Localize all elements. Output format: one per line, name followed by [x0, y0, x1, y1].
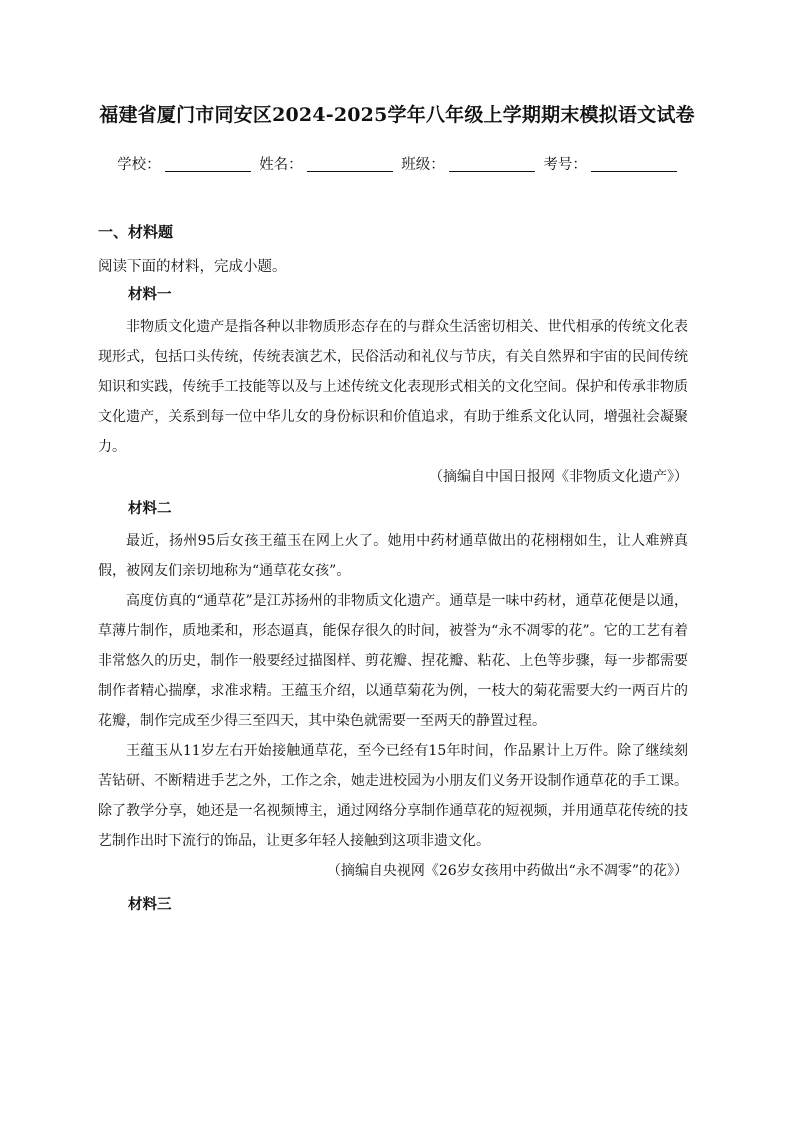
school-field: [117, 153, 251, 174]
exam-no-label: 考号：: [543, 157, 587, 173]
exam-content: [98, 222, 688, 922]
exam-no-blank: [591, 157, 677, 172]
name-blank: [307, 157, 393, 172]
class-field: [401, 153, 535, 174]
material1-label: 材料一: [128, 287, 172, 303]
name-field: [259, 153, 393, 174]
class-blank: [449, 157, 535, 172]
material2-source: （摘编自央视网《26岁女孩用中药做出“永不凋零”的花》）: [326, 863, 688, 879]
material2-label: 材料二: [128, 501, 172, 517]
material3-label: 材料三: [128, 897, 172, 913]
material2-paragraph-1: 最近，扬州95后女孩王蕴玉在网上火了。她用中药材通草做出的花栩栩如生，让人难辨真假，被网友们亲切地称为“通草花女孩”。: [98, 533, 688, 579]
name-label: 姓名：: [259, 157, 303, 173]
section-heading: 一、材料题: [98, 223, 174, 241]
material1-paragraph: 非物质文化遗产是指各种以非物质形态存在的与群众生活密切相关、世代相承的传统文化表现形式，包括口头传统，传统表演艺术，民俗活动和礼仪与节庆，有关自然界和宇宙的民间传统知识和实践，传统手工技能等以及与上述传统文化表现形式相关的文化空间。保护和传承非物质文化遗产，关系到每一位中华儿女的身份标识和价值追求，有助于维系文化认同，增强社会凝聚力。: [98, 319, 688, 455]
class-label: 班级：: [401, 157, 445, 173]
page-title: 福建省厦门市同安区2024-2025学年八年级上学期期末模拟语文试卷: [99, 104, 695, 126]
student-info-line: [0, 153, 794, 174]
school-label: 学校：: [117, 157, 161, 173]
material2-paragraph-3: 王蕴玉从11岁左右开始接触通草花，至今已经有15年时间，作品累计上万件。除了继续刻苦钻研、不断精进手艺之外，工作之余，她走进校园为小朋友们义务开设制作通草花的手工课。除了教学分享，她还是一名视频博主，通过网络分享制作通草花的短视频，并用通草花传统的技艺制作出时下流行的饰品，让更多年轻人接触到这项非遗文化。: [98, 743, 688, 849]
section-instruction: 阅读下面的材料，完成小题。: [98, 259, 287, 275]
material2-paragraph-2: 高度仿真的“通草花”是江苏扬州的非物质文化遗产。通草是一味中药材，通草花便是以通，草薄片制作，质地柔和，形态逼真，能保存很久的时间，被誉为“永不凋零的花”。它的工艺有着非常悠久的历史，制作一般要经过描图样、剪花瓣、捏花瓣、粘花、上色等步骤，每一步都需要制作者精心揣摩，求准求精。王蕴玉介绍，以通草菊花为例，一枝大的菊花需要大约一两百片的花瓣，制作完成至少得三至四天，其中染色就需要一至两天的静置过程。: [98, 593, 688, 729]
material1-source: （摘编自中国日报网《非物质文化遗产》）: [429, 469, 688, 485]
exam-no-field: [543, 153, 677, 174]
school-blank: [165, 157, 251, 172]
